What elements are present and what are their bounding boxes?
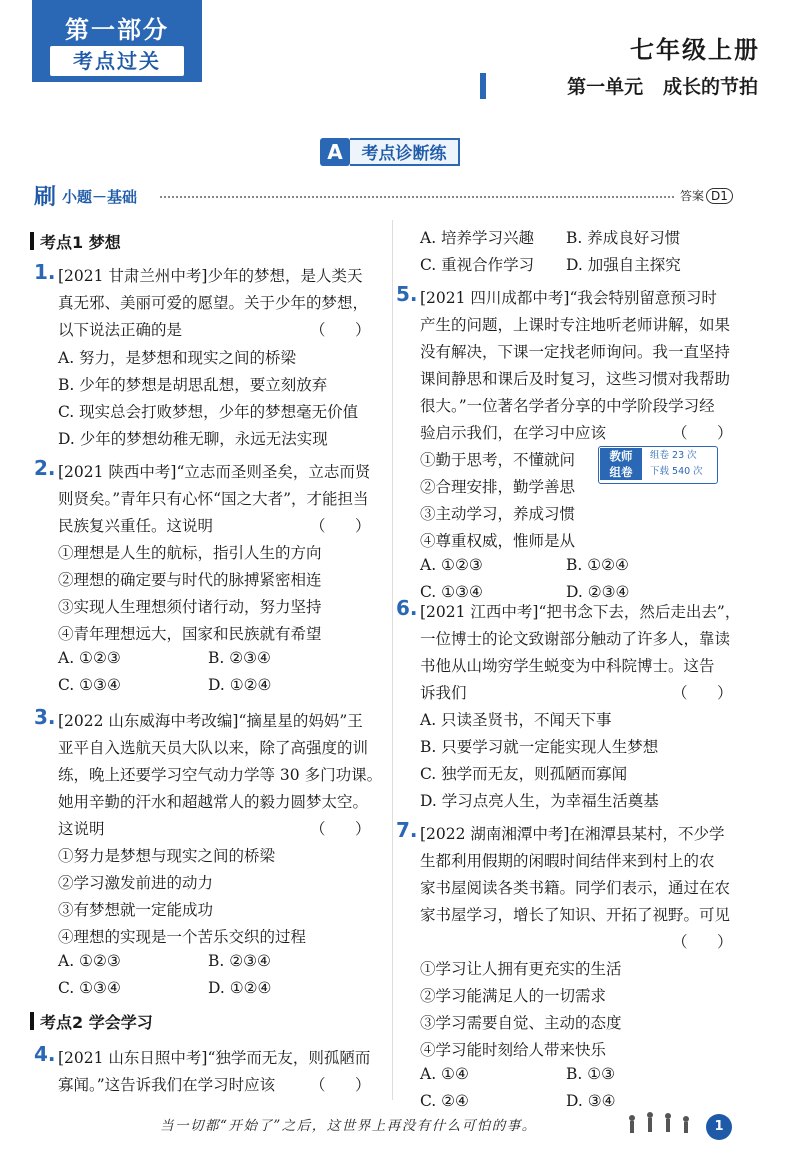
q7-line: 家书屋学习，增长了知识、开拓了视野。可见	[420, 906, 731, 924]
q5-item: ①勤于思考，不懂就问	[420, 451, 576, 469]
q7-item: ②学习能满足人的一切需求	[420, 987, 607, 1005]
q3-option: B. ②③④	[208, 952, 271, 970]
q1-option: D. 少年的梦想幼稚无聊，永远无法实现	[58, 430, 328, 448]
q5-option: C. ①③④	[420, 583, 483, 601]
q3-option: D. ①②④	[208, 979, 272, 997]
answer-blank[interactable]: （ ）	[310, 820, 371, 838]
q5-line: 验启示我们，在学习中应该	[420, 424, 607, 442]
q3-item: ④理想的实现是一个苦乐交织的过程	[58, 928, 307, 946]
q3-option: C. ①③④	[58, 979, 121, 997]
q7-number: 7.	[396, 818, 418, 842]
unit-marker	[480, 73, 486, 99]
footer-quote: 当一切都“开始了”之后，这世界上再没有什么可怕的事。	[160, 1118, 537, 1134]
column-divider	[392, 220, 393, 1100]
q6-option: C. 独学而无友，则孤陋而寡闻	[420, 765, 628, 783]
q6-line: [2021 江西中考]“把书念下去，然后走出去”，	[420, 603, 741, 621]
q1-line: 以下说法正确的是	[58, 321, 183, 339]
stamp-stat: 下载 540 次	[650, 466, 703, 477]
q4-option: D. 加强自主探究	[566, 256, 681, 274]
section-badge: A	[320, 138, 350, 166]
answer-blank[interactable]: （ ）	[310, 517, 371, 535]
q5-number: 5.	[396, 282, 418, 306]
section-title: 考点诊断练	[350, 138, 460, 166]
q6-line: 诉我们	[420, 684, 467, 702]
q5-line: [2021 四川成都中考]“我会特别留意预习时	[420, 289, 717, 307]
q3-line: [2022 山东威海中考改编]“摘星星的妈妈”王	[58, 712, 363, 730]
jumping-people-icon	[622, 1110, 698, 1144]
q4-number: 4.	[34, 1042, 56, 1066]
answer-ref	[680, 187, 733, 204]
q3-item: ③有梦想就一定能成功	[58, 901, 214, 919]
answer-blank[interactable]: （ ）	[672, 933, 733, 951]
answer-blank[interactable]: （ ）	[310, 321, 371, 339]
stamp-label-line: 组卷	[609, 465, 633, 479]
q2-option: B. ②③④	[208, 649, 271, 667]
q5-line: 很大。”一位著名学者分享的中学阶段学习经	[420, 397, 715, 415]
q7-option: A. ①④	[420, 1065, 469, 1083]
q2-option: C. ①③④	[58, 676, 121, 694]
q7-item: ①学习让人拥有更充实的生活	[420, 960, 622, 978]
q5-line: 产生的问题，上课时专注地听老师讲解，如果	[420, 316, 731, 334]
q6-option: D. 学习点亮人生，为幸福生活奠基	[420, 792, 659, 810]
q2-option: A. ①②③	[58, 649, 121, 667]
stamp-label	[600, 448, 642, 480]
q6-number: 6.	[396, 596, 418, 620]
kp2-title: 考点2 学会学习	[40, 1013, 153, 1032]
q2-option: D. ①②④	[208, 676, 272, 694]
q3-line: 亚平自入选航天员大队以来，除了高强度的训	[58, 739, 369, 757]
q1-option: C. 现实总会打败梦想，少年的梦想毫无价值	[58, 403, 359, 421]
q4-line: 寡闻。”这告诉我们在学习时应该	[58, 1076, 276, 1094]
stamp-stats	[650, 448, 703, 480]
q4-option: C. 重视合作学习	[420, 256, 535, 274]
q4-option: A. 培养学习兴趣	[420, 229, 535, 247]
dotted-divider	[160, 196, 674, 198]
unit-title: 第一单元 成长的节拍	[567, 76, 758, 98]
answer-code: D1	[706, 188, 733, 204]
q2-line: 民族复兴重任。这说明	[58, 517, 214, 535]
q2-line: 则贤矣。”青年只有心怀“国之大者”，才能担当	[58, 490, 369, 508]
answer-blank[interactable]: （ ）	[672, 684, 733, 702]
q2-line: [2021 陕西中考]“立志而圣则圣矣，立志而贤	[58, 463, 371, 481]
q3-line: 她用辛勤的汗水和超越常人的毅力圆梦太空。	[58, 793, 369, 811]
q5-option: B. ①②④	[566, 556, 629, 574]
q7-option: C. ②④	[420, 1092, 469, 1110]
stamp-label-line: 教师	[609, 449, 633, 463]
q5-item: ③主动学习，养成习惯	[420, 505, 576, 523]
q1-option: B. 少年的梦想是胡思乱想，要立刻放弃	[58, 376, 328, 394]
q4-option: B. 养成良好习惯	[566, 229, 681, 247]
kp-marker	[30, 1012, 34, 1030]
q7-line: 家书屋阅读各类书籍。同学们表示，通过在农	[420, 879, 731, 897]
q5-item: ②合理安排，勤学善思	[420, 478, 576, 496]
q5-option: A. ①②③	[420, 556, 483, 574]
answer-label: 答案	[680, 189, 705, 203]
q7-item: ③学习需要自觉、主动的态度	[420, 1014, 622, 1032]
q3-number: 3.	[34, 705, 56, 729]
q5-line: 没有解决，下课一定找老师询问。我一直坚持	[420, 343, 731, 361]
q7-option: B. ①③	[566, 1065, 616, 1083]
q3-option: A. ①②③	[58, 952, 121, 970]
q2-item: ②理想的确定要与时代的脉搏紧密相连	[58, 571, 322, 589]
q1-line: [2021 甘肃兰州中考]少年的梦想，是人类天	[58, 267, 363, 285]
q2-item: ③实现人生理想须付诸行动，努力坚持	[58, 598, 322, 616]
q6-line: 书他从山坳穷学生蜕变为中科院博士。这告	[420, 657, 715, 675]
brush-icon: 刷	[34, 185, 57, 210]
q5-line: 课间静思和课后及时复习，这些习惯对我帮助	[420, 370, 731, 388]
kp1-title: 考点1 梦想	[40, 233, 121, 252]
page-number: 1	[706, 1114, 732, 1140]
stamp-stat: 组卷 23 次	[650, 450, 697, 461]
q4-line: [2021 山东日照中考]“独学而无友，则孤陋而	[58, 1049, 371, 1067]
q6-line: 一位博士的论文致谢部分触动了许多人，靠读	[420, 630, 731, 648]
part-title: 第一部分	[65, 16, 169, 44]
q2-number: 2.	[34, 456, 56, 480]
q6-option: B. 只要学习就一定能实现人生梦想	[420, 738, 659, 756]
q1-line: 真无邪、美丽可爱的愿望。关于少年的梦想，	[58, 294, 369, 312]
q1-number: 1.	[34, 260, 56, 284]
q1-option: A. 努力，是梦想和现实之间的桥梁	[58, 349, 297, 367]
q7-option: D. ③④	[566, 1092, 616, 1110]
q5-item: ④尊重权威，惟师是从	[420, 532, 576, 550]
q6-option: A. 只读圣贤书，不闻天下事	[420, 711, 612, 729]
q3-item: ②学习激发前进的动力	[58, 874, 214, 892]
q3-line: 练，晚上还要学习空气动力学等 30 多门功课。	[58, 766, 383, 784]
q2-item: ④青年理想远大，国家和民族就有希望	[58, 625, 322, 643]
q3-item: ①努力是梦想与现实之间的桥梁	[58, 847, 276, 865]
subheader-label: 小题－基础	[62, 188, 138, 206]
q2-item: ①理想是人生的航标，指引人生的方向	[58, 544, 322, 562]
answer-blank[interactable]: （ ）	[310, 1076, 371, 1094]
q5-option: D. ②③④	[566, 583, 630, 601]
q7-line: 生都利用假期的闲暇时间结伴来到村上的农	[420, 852, 715, 870]
kp-marker	[30, 232, 34, 250]
q3-line: 这说明	[58, 820, 105, 838]
answer-blank[interactable]: （ ）	[672, 424, 733, 442]
q7-line: [2022 湖南湘潭中考]在湘潭县某村，不少学	[420, 825, 725, 843]
grade-title: 七年级上册	[630, 36, 760, 64]
q7-item: ④学习能时刻给人带来快乐	[420, 1041, 607, 1059]
part-subtitle: 考点过关	[50, 46, 184, 76]
